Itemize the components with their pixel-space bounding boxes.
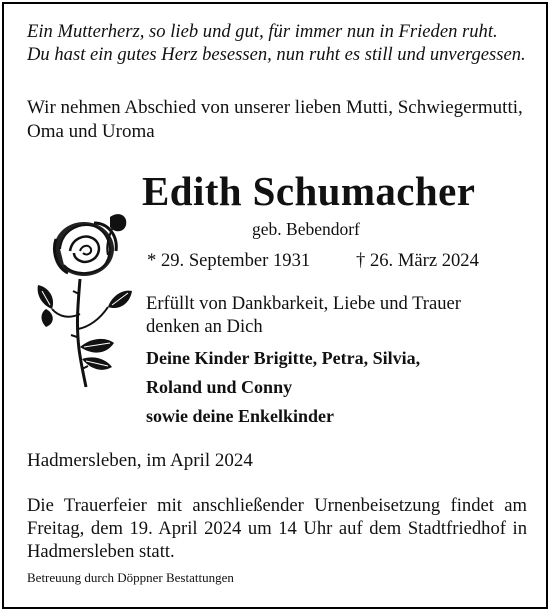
rose-icon (34, 209, 134, 389)
gratitude-line-2: denken an Dich (146, 316, 263, 337)
obituary-notice (2, 2, 548, 609)
memorial-poem (27, 20, 526, 66)
gratitude-line-1: Erfüllt von Dankbarkeit, Liebe und Trauer (146, 293, 461, 314)
mourners-line-1: Deine Kinder Brigitte, Petra, Silvia, (146, 348, 421, 368)
poem-line-1: Ein Mutterherz, so lieb und gut, für immer nun in Frieden ruht. (27, 21, 498, 42)
funeral-line-1: Die Trauerfeier mit anschließender Urnenbeisetzung findet am (27, 495, 527, 516)
mourners-line-3: sowie deine Enkelkinder (146, 406, 335, 426)
funeral-line-2: Freitag, dem 19. April 2024 um 14 Uhr auf dem Stadtfriedhof in (27, 518, 527, 539)
mourners-list (146, 344, 420, 431)
intro-line-2: Oma und Uroma (27, 121, 155, 142)
poem-line-2: Du hast ein gutes Herz besessen, nun ruht es still und unvergessen. (27, 44, 526, 65)
deceased-name: Edith Schumacher (142, 168, 476, 214)
funeral-line-3: Hadmersleben statt. (27, 541, 175, 562)
place-and-date: Hadmersleben, im April 2024 (27, 450, 253, 471)
maiden-name: geb. Bebendorf (252, 219, 360, 239)
intro-line-1: Wir nehmen Abschied von unserer lieben Mutti, Schwiegermutti, (27, 97, 523, 118)
undertaker-credit: Betreuung durch Döppner Bestattungen (27, 570, 234, 585)
funeral-details (27, 494, 527, 563)
death-date: † 26. März 2024 (356, 250, 479, 271)
mourners-line-2: Roland und Conny (146, 377, 293, 397)
farewell-intro (27, 96, 523, 144)
birth-date: * 29. September 1931 (147, 250, 311, 271)
gratitude-text (146, 292, 461, 338)
